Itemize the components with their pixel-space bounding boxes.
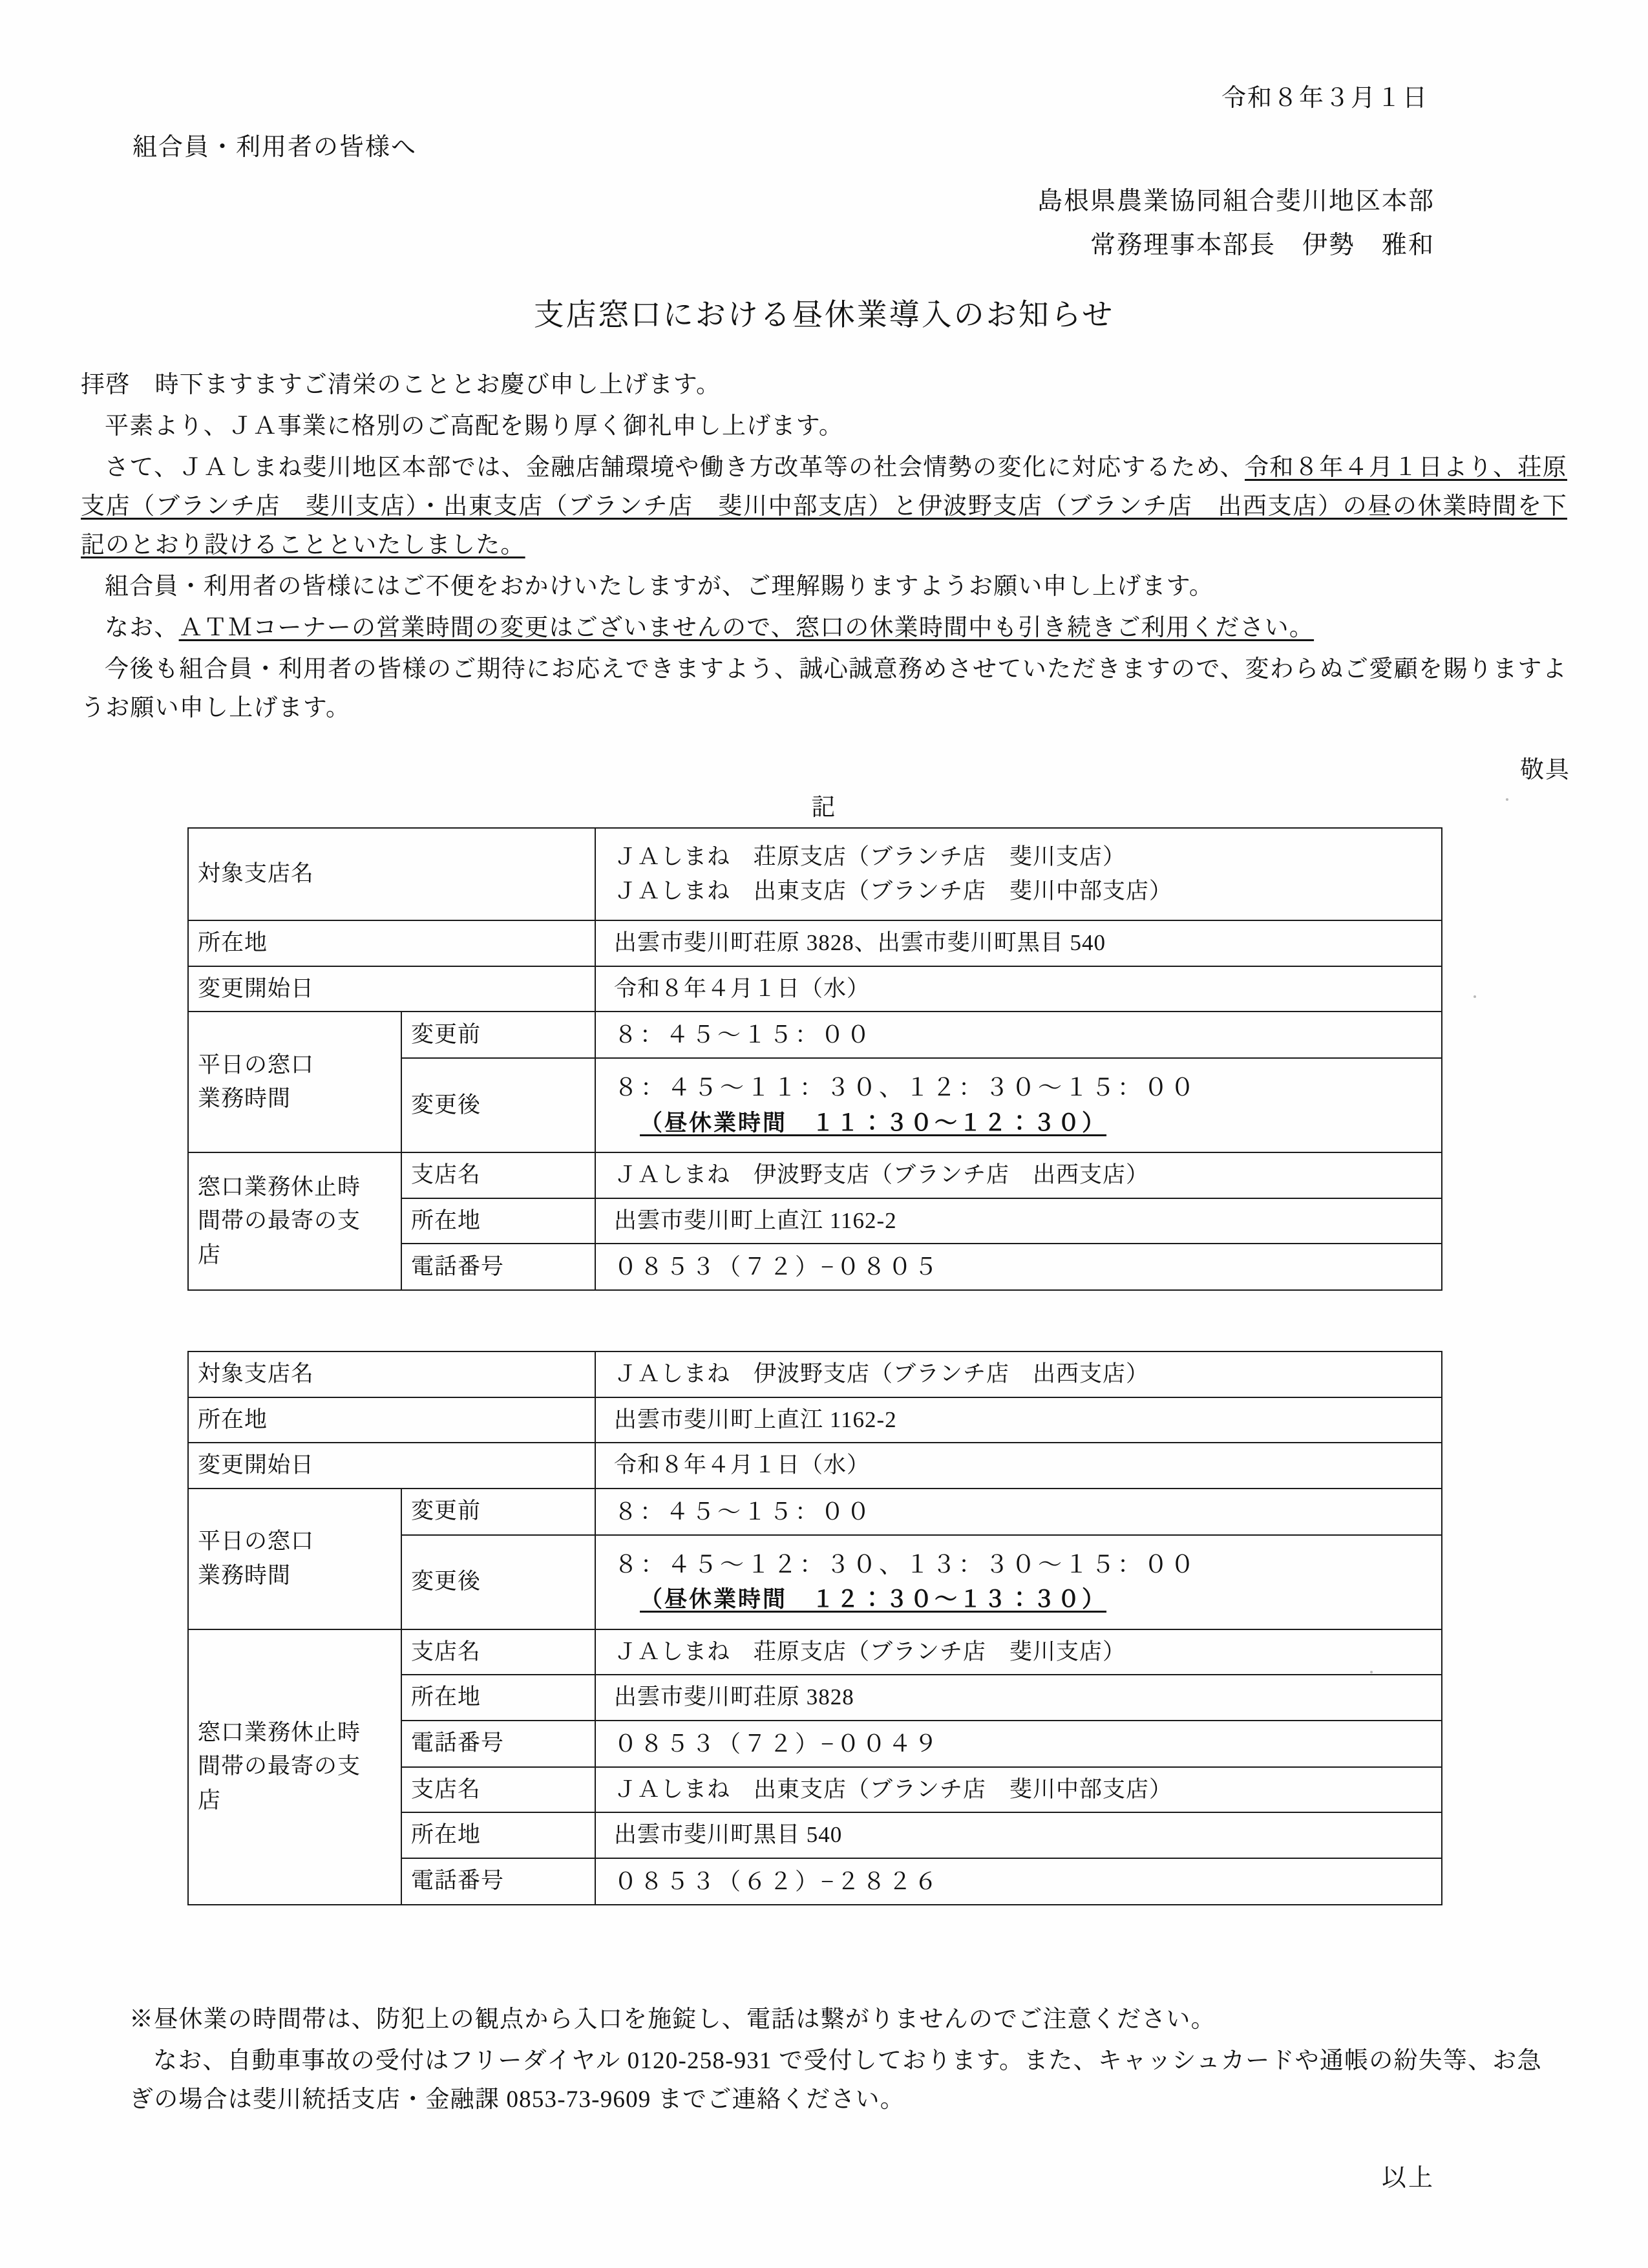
t1-before-value: ８：４５〜１５：００ (595, 1012, 1442, 1058)
t2-after-value: ８：４５〜１２：３０、１３：３０〜１５：００ (614, 1551, 1198, 1578)
t1-hours-label (188, 1012, 401, 1152)
t1-address-label: 所在地 (188, 920, 595, 966)
t1-nearest-tel-label: 電話番号 (401, 1244, 595, 1290)
table-row (188, 1443, 1442, 1489)
t2-nearest-branch-label-2: 支店名 (401, 1767, 595, 1813)
table-row (188, 1489, 1442, 1535)
table-row (188, 828, 1442, 920)
t2-before-label: 変更前 (401, 1489, 595, 1535)
t1-after-values (595, 1058, 1442, 1152)
table-row (188, 1012, 1442, 1058)
t2-nearest-branch-value-1: ＪＡしまね 荘原支店（ブランチ店 斐川支店） (595, 1629, 1442, 1675)
t1-before-label: 変更前 (401, 1012, 595, 1058)
t1-after-label: 変更後 (401, 1058, 595, 1152)
t1-nearest-label-line1: 窓口業務休止時 (198, 1174, 361, 1200)
scan-speck (1474, 995, 1476, 998)
table-row (188, 1397, 1442, 1443)
t1-nearest-label-line3: 店 (198, 1242, 222, 1267)
paragraph-apology: 組合員・利用者の皆様にはご不便をおかけいたしますが、ご理解賜りますようお願い申し上げます。 (105, 573, 1214, 600)
footnote-security: ※昼休業の時間帯は、防犯上の観点から入口を施錠し、電話は繋がりませんのでご注意ください。 (129, 2006, 1216, 2033)
t1-nearest-branch-value: ＪＡしまね 伊波野支店（ブランチ店 出西支店） (595, 1152, 1442, 1198)
t1-branch-value-1: ＪＡしまね 荘原支店（ブランチ店 斐川支店） (614, 844, 1126, 869)
t1-after-note: （昼休業時間 １１：３０〜１２：３０） (640, 1110, 1107, 1136)
t2-nearest-tel-value-2: ０８５３（６２）−２８２６ (595, 1858, 1442, 1905)
t2-nearest-address-label-1: 所在地 (401, 1675, 595, 1721)
t1-nearest-tel-value: ０８５３（７２）−０８０５ (595, 1244, 1442, 1290)
table-row (188, 966, 1442, 1012)
t2-branch-value: ＪＡしまね 伊波野支店（ブランチ店 出西支店） (595, 1351, 1442, 1397)
closing-keigu: 敬具 (1520, 757, 1570, 783)
page-title: 支店窓口における昼休業導入のお知らせ (533, 299, 1115, 332)
scan-speck (1506, 798, 1508, 801)
t2-before-value: ８：４５〜１５：００ (595, 1489, 1442, 1535)
footnote-contact: なお、自動車事故の受付はフリーダイヤル 0120-258-931 で受付しております。また、キャッシュカードや通帳の紛失等、お急ぎの場合は斐川統括支店・金融課 0853-73-9609 までご連絡ください。 (129, 2047, 1542, 2113)
t1-address-value: 出雲市斐川町荘原 3828、出雲市斐川町黒目 540 (595, 920, 1442, 966)
letter-body (81, 366, 1567, 730)
t1-nearest-address-value: 出雲市斐川町上直江 1162-2 (595, 1198, 1442, 1244)
t2-nearest-address-label-2: 所在地 (401, 1812, 595, 1858)
scan-speck (1370, 1671, 1373, 1673)
paragraph-thanks: 平素より、ＪＡ事業に格別のご高配を賜り厚く御礼申し上げます。 (105, 412, 844, 440)
sender-organization: 島根県農業協同組合斐川地区本部 (1037, 187, 1435, 215)
paragraph-atm (81, 609, 1567, 648)
end-marker: 以上 (1381, 2165, 1435, 2192)
t2-hours-label (188, 1489, 401, 1629)
t2-nearest-branch-label-1: 支店名 (401, 1629, 595, 1675)
t1-nearest-label-line2: 間帯の最寄の支 (198, 1208, 361, 1234)
t2-nearest-label-line3: 店 (198, 1787, 222, 1813)
t2-startdate-value: 令和８年４月１日（水） (595, 1443, 1442, 1489)
t2-nearest-label-line2: 間帯の最寄の支 (198, 1754, 361, 1779)
addressee-line: 組合員・利用者の皆様へ (132, 134, 417, 161)
t2-nearest-label (188, 1629, 401, 1905)
t1-nearest-label (188, 1152, 401, 1290)
t2-nearest-address-value-1: 出雲市斐川町荘原 3828 (595, 1675, 1442, 1721)
t2-after-label: 変更後 (401, 1535, 595, 1629)
t2-branch-label: 対象支店名 (188, 1351, 595, 1397)
atm-part-1: なお、 (105, 614, 179, 641)
t1-startdate-label: 変更開始日 (188, 966, 595, 1012)
table-row (188, 1629, 1442, 1675)
t1-hours-label-line1: 平日の窓口 (198, 1052, 315, 1077)
table-row (188, 920, 1442, 966)
t2-nearest-tel-value-1: ０８５３（７２）−００４９ (595, 1721, 1442, 1767)
table-branch-group-2 (187, 1351, 1442, 1905)
t1-nearest-address-label: 所在地 (401, 1198, 595, 1244)
announcement-part-1: さて、ＪＡしまね斐川地区本部では、金融店舗環境や働き方改革等の社会情勢の変化に対応するため、 (105, 454, 1245, 481)
sender-name: 常務理事本部長 伊勢 雅和 (1090, 231, 1435, 259)
table-branch-group-1 (187, 827, 1442, 1291)
footnotes (129, 2000, 1564, 2122)
table-row (188, 1152, 1442, 1198)
t2-nearest-tel-label-1: 電話番号 (401, 1721, 595, 1767)
t1-startdate-value: 令和８年４月１日（水） (595, 966, 1442, 1012)
t2-after-values (595, 1535, 1442, 1629)
paragraph-announcement (81, 449, 1567, 565)
t1-branch-values (595, 828, 1442, 920)
t2-nearest-label-line1: 窓口業務休止時 (198, 1719, 361, 1745)
t2-startdate-label: 変更開始日 (188, 1443, 595, 1489)
paragraph-closing: 今後も組合員・利用者の皆様のご期待にお応えできますよう、誠心誠意務めさせていただきますので、変わらぬご愛顧を賜りますようお願い申し上げます。 (81, 655, 1567, 721)
t2-address-value: 出雲市斐川町上直江 1162-2 (595, 1397, 1442, 1443)
t1-nearest-branch-label: 支店名 (401, 1152, 595, 1198)
atm-part-2-underlined: ＡＴＭコーナーの営業時間の変更はございませんので、窓口の休業時間中も引き続きご利用ください。 (178, 614, 1315, 641)
t2-address-label: 所在地 (188, 1397, 595, 1443)
t2-nearest-tel-label-2: 電話番号 (401, 1858, 595, 1905)
t2-nearest-branch-value-2: ＪＡしまね 出東支店（ブランチ店 斐川中部支店） (595, 1767, 1442, 1813)
table-row (188, 1351, 1442, 1397)
t2-nearest-address-value-2: 出雲市斐川町黒目 540 (595, 1812, 1442, 1858)
paragraph-greeting: 拝啓 時下ますますご清栄のこととお慶び申し上げます。 (81, 372, 721, 398)
t1-after-value: ８：４５〜１１：３０、１２：３０〜１５：００ (614, 1075, 1198, 1101)
t1-branch-label: 対象支店名 (188, 828, 595, 920)
t2-hours-label-line1: 平日の窓口 (198, 1529, 315, 1554)
ki-marker: 記 (811, 794, 837, 821)
announcement-part-2-underlined: 令和８年４月１日より、荘原支店（ブランチ店 斐川支店）・出東支店（ブランチ店 斐川中部支店）と伊波野支店（ブランチ店 出西支店）の昼の休業時間を下記のとおり設けることといたしました。 (81, 454, 1567, 558)
t1-branch-value-2: ＪＡしまね 出東支店（ブランチ店 斐川中部支店） (614, 878, 1173, 904)
t2-after-note: （昼休業時間 １２：３０〜１３：３０） (640, 1587, 1107, 1612)
t2-hours-label-line2: 業務時間 (198, 1562, 291, 1588)
t1-hours-label-line2: 業務時間 (198, 1086, 291, 1111)
document-date: 令和８年３月１日 (1221, 85, 1428, 112)
